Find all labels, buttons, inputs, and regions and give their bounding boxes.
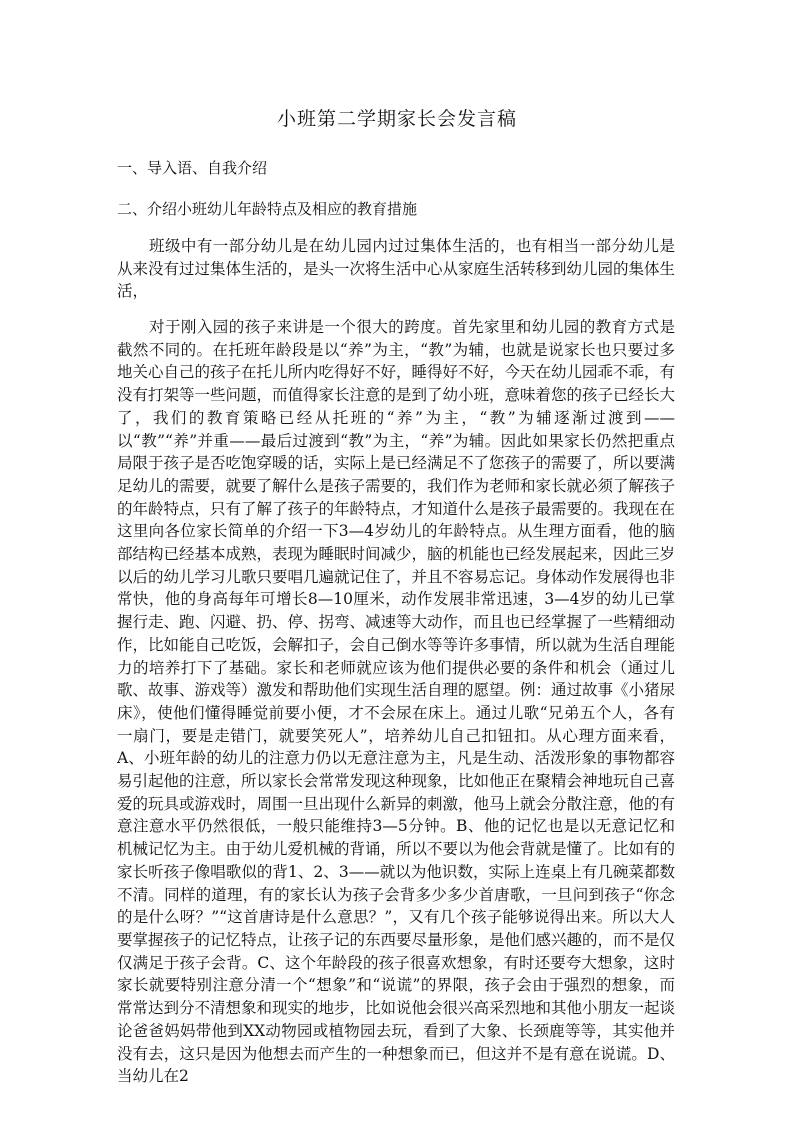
body-paragraph: 班级中有一部分幼儿是在幼儿园内过过集体生活的，也有相当一部分幼儿是从来没有过过集体生活的，是头一次将生活中心从家庭生活转移到幼儿园的集体生活，: [117, 237, 676, 301]
body-paragraph: 对于刚入园的孩子来讲是一个很大的跨度。首先家里和幼儿园的教育方式是截然不同的。在托班年龄段是以“养”为主，“教”为辅，也就是说家长也只要过多地关心自己的孩子在托儿所内吃得好不好，睡得好不好，今天在幼儿园乖不乖，有没有打架等一些问题，而值得家长注意的是到了幼小班，意味着您的孩子已经长大了，我们的教育策略已经从托班的“养”为主，“教”为辅逐渐过渡到——以“教”“养”并重——最后过渡到“教”为主，“养”为辅。因此如果家长仍然把重点局限于孩子是否吃饱穿暖的话，实际上是已经满足不了您孩子的需要了，所以要满足幼儿的需要，就要了解什么是孩子需要的，我们作为老师和家长就必须了解孩子的年龄特点，只有了解了孩子的年龄特点，才知道什么是孩子最需要的。我现在在这里向各位家长简单的介绍一下3—4岁幼儿的年龄特点。从生理方面看，他的脑部结构已经基本成熟，表现为睡眠时间减少，脑的机能也已经发展起来，因此三岁以后的幼儿学习儿歌只要唱几遍就记住了，并且不容易忘记。身体动作发展得也非常快，他的身高每年可增长8—10厘米，动作发展非常迅速，3—4岁的幼儿已掌握行走、跑、闪避、扔、停、拐弯、减速等大动作，而且也已经掌握了一些精细动作，比如能自己吃饭，会解扣子，会自己倒水等等许多事情，所以就为生活自理能力的培养打下了基础。家长和老师就应该为他们提供必要的条件和机会（通过儿歌、故事、游戏等）激发和帮助他们实现生活自理的愿望。例：通过故事《小猪尿床》，使他们懂得睡觉前要小便，才不会尿在床上。通过儿歌“兄弟五个人，各有一扇门，要是走错门，就要笑死人”，培养幼儿自己扣钮扣。从心理方面来看，A、小班年龄的幼儿的注意力仍以无意注意为主，凡是生动、活泼形象的事物都容易引起他的注意，所以家长会常常发现这种现象，比如他正在聚精会神地玩自己喜爱的玩具或游戏时，周围一旦出现什么新异的刺激，他马上就会分散注意，他的有意注意水平仍然很低，一般只能维持3—5分钟。B、他的记忆也是以无意记忆和机械记忆为主。由于幼儿爱机械的背诵，所以不要以为他会背就是懂了。比如有的家长听孩子像唱歌似的背1、2、3——就以为他识数，实际上连桌上有几碗菜都数不清。同样的道理，有的家长认为孩子会背多少多少首唐歌，一旦问到孩子“你念的是什么呀？”“这首唐诗是什么意思？”，又有几个孩子能够说得出来。所以大人要掌握孩子的记忆特点，让孩子记的东西要尽量形象，是他们感兴趣的，而不是仅仅满足于孩子会背。C、这个年龄段的孩子很喜欢想象，有时还要夸大想象，这时家长就要特别注意分清一个“想象”和“说谎”的界限，孩子会由于强烈的想象，而常常达到分不清想象和现实的地步，比如说他会很兴高采烈地和其他小朋友一起谈论爸爸妈妈带他到XX动物园或植物园去玩，看到了大象、长颈鹿等等，其实他并没有去，这只是因为他想去而产生的一种想象而已，但这并不是有意在说谎。D、当幼儿在2: [117, 318, 676, 1086]
section-heading-intro: 一、导入语、自我介绍: [117, 159, 268, 177]
document-title: 小班第二学期家长会发言稿: [276, 108, 517, 130]
section-heading-characteristics: 二、介绍小班幼儿年龄特点及相应的教育措施: [117, 200, 418, 218]
